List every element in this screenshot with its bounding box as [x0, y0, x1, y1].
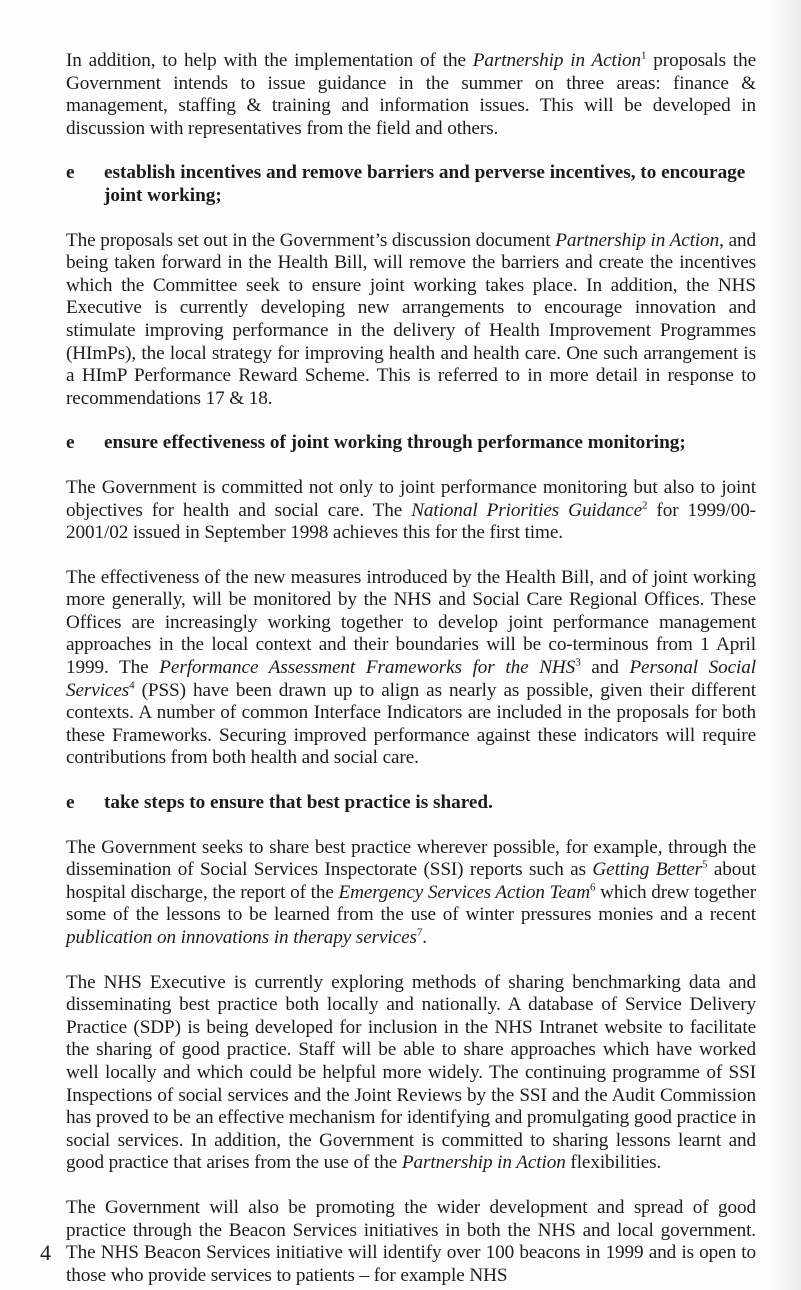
bullet-text: ensure effectiveness of joint working through performance monitoring; [104, 432, 686, 454]
bullet-text: establish incentives and remove barriers and perverse incentives, to encourage joint working; [104, 162, 746, 206]
page-number: 4 [40, 1240, 51, 1265]
paragraph-share-practice: The Government seeks to share best practice wherever possible, for example, through the dissemination of Social Services Inspectorate (SSI) reports such as Getting Better$^5$ about hospital discharge, the report of the Emergency Services Action Team$^6$ which drew together some of the lessons to be learned from the use of winter pressures monies and a recent publication on innovations in therapy services$^7$. [66, 836, 757, 948]
bullet-marker: e [66, 432, 75, 454]
paragraph-implementation: In addition, to help with the implementation of the Partnership in Action$^1$ proposals the Government intends to issue guidance in the summer on three areas: finance & management, staffing & training and information issues. This will be developed in discussion with representatives from the field and others. [66, 49, 756, 139]
bullet-text: take steps to ensure that best practice is shared. [104, 792, 493, 814]
bullet-best-practice [66, 792, 756, 815]
bullet-effectiveness [66, 432, 756, 455]
bullet-marker: e [66, 792, 75, 814]
bullet-incentives [66, 162, 756, 207]
page-body [66, 50, 756, 1287]
paragraph-monitoring: The Government is committed not only to joint performance monitoring but also to joint objectives for health and social care. The National Priorities Guidance$^2$ for 1999/00-2001/02 issued in September 1998 achieves this for the first time. [66, 476, 756, 544]
paragraph-regional-offices: The effectiveness of the new measures introduced by the Health Bill, and of joint working more generally, will be monitored by the NHS and Social Care Regional Offices. These Offices are increasingly working together to develop joint performance management approaches in the local context and their boundaries will be co-terminous from 1 April 1999. The Performance Assessment Frameworks for the NHS$^3$ and Personal Social Services$^4$ (PSS) have been drawn up to align as nearly as possible, given their different contexts. A number of common Interface Indicators are included in the proposals for both these Frameworks. Securing improved performance against these indicators will require contributions from both health and social care. [66, 566, 756, 769]
paragraph-benchmarking: The NHS Executive is currently exploring methods of sharing benchmarking data and disseminating best practice both locally and nationally. A database of Service Delivery Practice (SDP) is being developed for inclusion in the NHS Intranet website to facilitate the sharing of good practice. Staff will be able to share approaches which have worked well locally and which could be helpful more widely. The continuing programme of SSI Inspections of social services and the Joint Reviews by the SSI and the Audit Commission has proved to be an effective mechanism for identifying and promulgating good practice in social services. In addition, the Government is committed to sharing lessons learnt and good practice that arises from the use of the Partnership in Action flexibilities. [66, 971, 756, 1174]
paragraph-beacon-services: The Government will also be promoting the wider development and spread of good practice through the Beacon Services initiatives in both the NHS and local government. The NHS Beacon Services initiative will identify over 100 beacons in 1999 and is open to those who provide services to patients – for example NHS [66, 1196, 756, 1286]
page-edge-shadow [771, 0, 801, 1290]
paragraph-proposals: The proposals set out in the Government’s discussion document Partnership in Action, and being taken forward in the Health Bill, will remove the barriers and create the incentives which the Committee seek to ensure joint working takes place. In addition, the NHS Executive is currently developing new arrangements to encourage innovation and stimulate improving performance in the delivery of Health Improvement Programmes (HImPs), the local strategy for improving health and health care. One such arrangement is a HImP Performance Reward Scheme. This is referred to in more detail in response to recommendations 17 & 18. [66, 229, 756, 409]
bullet-marker: e [66, 162, 75, 184]
